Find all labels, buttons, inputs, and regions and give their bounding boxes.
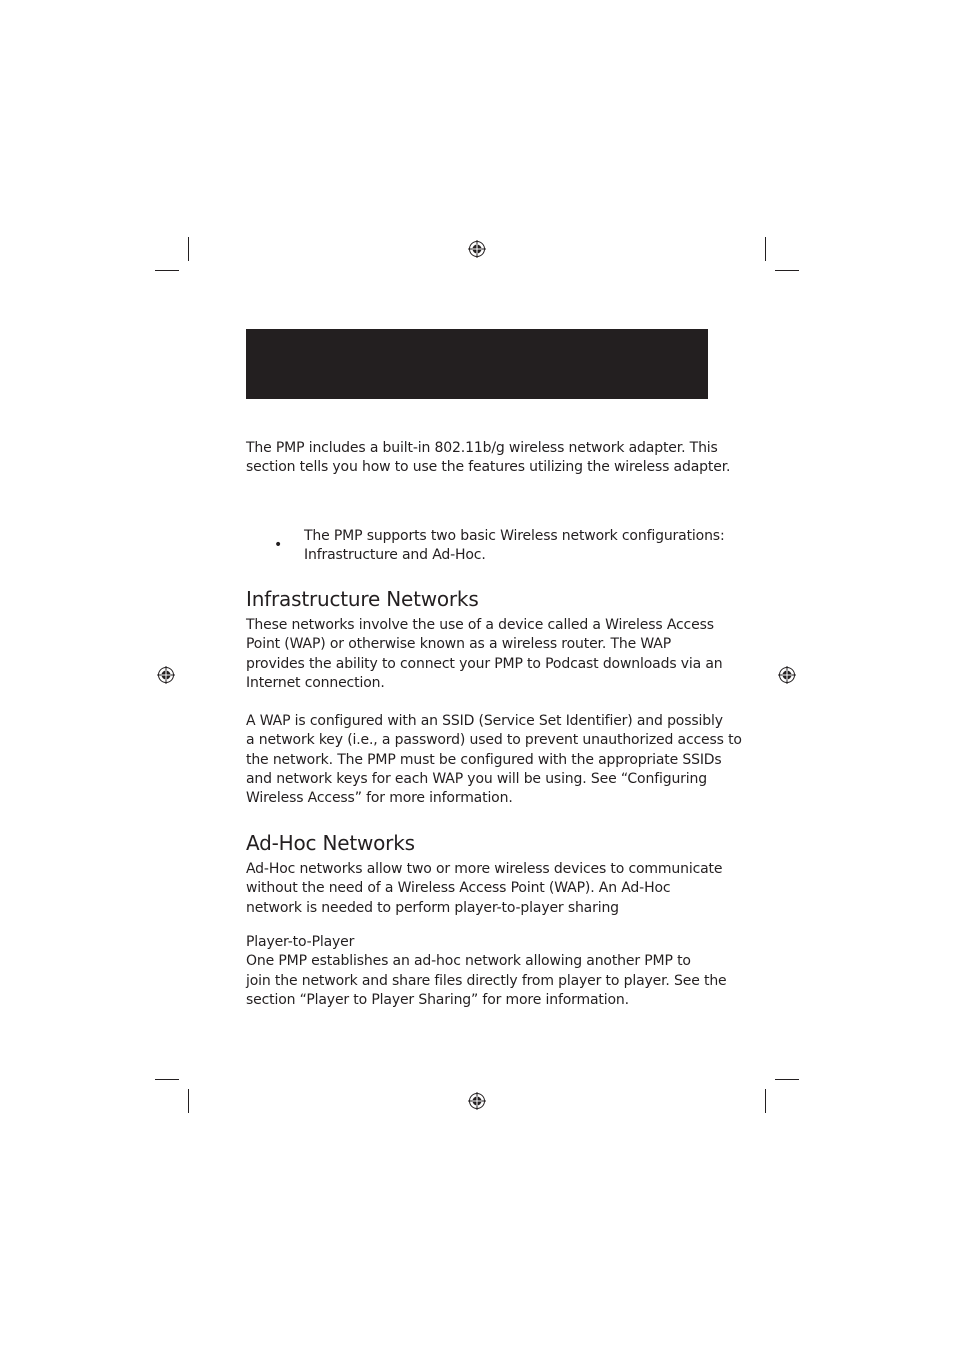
text-line: section “Player to Player Sharing” for more information. [246, 991, 629, 1008]
text-line: Wireless Access” for more information. [246, 790, 513, 807]
section-header-band [246, 329, 708, 399]
adhoc-heading: Ad-Hoc Networks [246, 831, 415, 855]
registration-mark-icon [778, 666, 796, 684]
crop-mark-bottom-right-vertical [765, 1089, 766, 1113]
bullet-point-icon: • [274, 537, 283, 553]
adhoc-paragraph-1 [246, 860, 726, 918]
text-line: Ad-Hoc networks allow two or more wireless devices to communicate [246, 861, 723, 877]
registration-mark-icon [468, 240, 486, 258]
intro-paragraph [246, 439, 731, 478]
text-line: join the network and share files directly from player to player. See the [246, 972, 727, 989]
text-line: without the need of a Wireless Access Point (WAP). An Ad-Hoc [246, 880, 671, 897]
text-line: a network key (i.e., a password) used to prevent unauthorized access to [246, 732, 742, 749]
crop-mark-top-right-horizontal [775, 270, 799, 271]
crop-mark-bottom-right-horizontal [775, 1079, 799, 1080]
text-line: and network keys for each WAP you will be using. See “Configuring [246, 770, 707, 787]
infrastructure-paragraph-1 [246, 616, 726, 693]
infrastructure-paragraph-2 [246, 712, 742, 808]
text-line: Internet connection. [246, 674, 385, 691]
crop-mark-top-left-horizontal [155, 270, 179, 271]
crop-mark-bottom-left-vertical [188, 1089, 189, 1113]
bullet-item [304, 527, 724, 566]
registration-mark-icon [157, 666, 175, 684]
crop-mark-bottom-left-horizontal [155, 1079, 179, 1080]
text-line: provides the ability to connect your PMP to Podcast downloads via an [246, 655, 723, 672]
text-line: A WAP is configured with an SSID (Service Set Identifier) and possibly [246, 713, 723, 729]
adhoc-subsection [246, 933, 726, 1010]
text-line: section tells you how to use the features utilizing the wireless adapter. [246, 459, 731, 476]
text-line: Infrastructure and Ad-Hoc. [304, 547, 486, 564]
infrastructure-heading: Infrastructure Networks [246, 587, 479, 611]
text-line: Point (WAP) or otherwise known as a wireless router. The WAP [246, 636, 672, 653]
text-line: These networks involve the use of a device called a Wireless Access [246, 617, 714, 633]
text-line: One PMP establishes an ad-hoc network allowing another PMP to [246, 953, 691, 970]
player-to-player-subheading: Player-to-Player [246, 934, 355, 950]
text-line: The PMP supports two basic Wireless network configurations: [304, 528, 725, 544]
crop-mark-top-right-vertical [765, 237, 766, 261]
text-line: the network. The PMP must be configured with the appropriate SSIDs [246, 751, 722, 768]
registration-mark-icon [468, 1092, 486, 1110]
text-line: network is needed to perform player-to-player sharing [246, 899, 619, 916]
crop-mark-top-left-vertical [188, 237, 189, 261]
text-line: The PMP includes a built-in 802.11b/g wireless network adapter. This [246, 440, 718, 456]
